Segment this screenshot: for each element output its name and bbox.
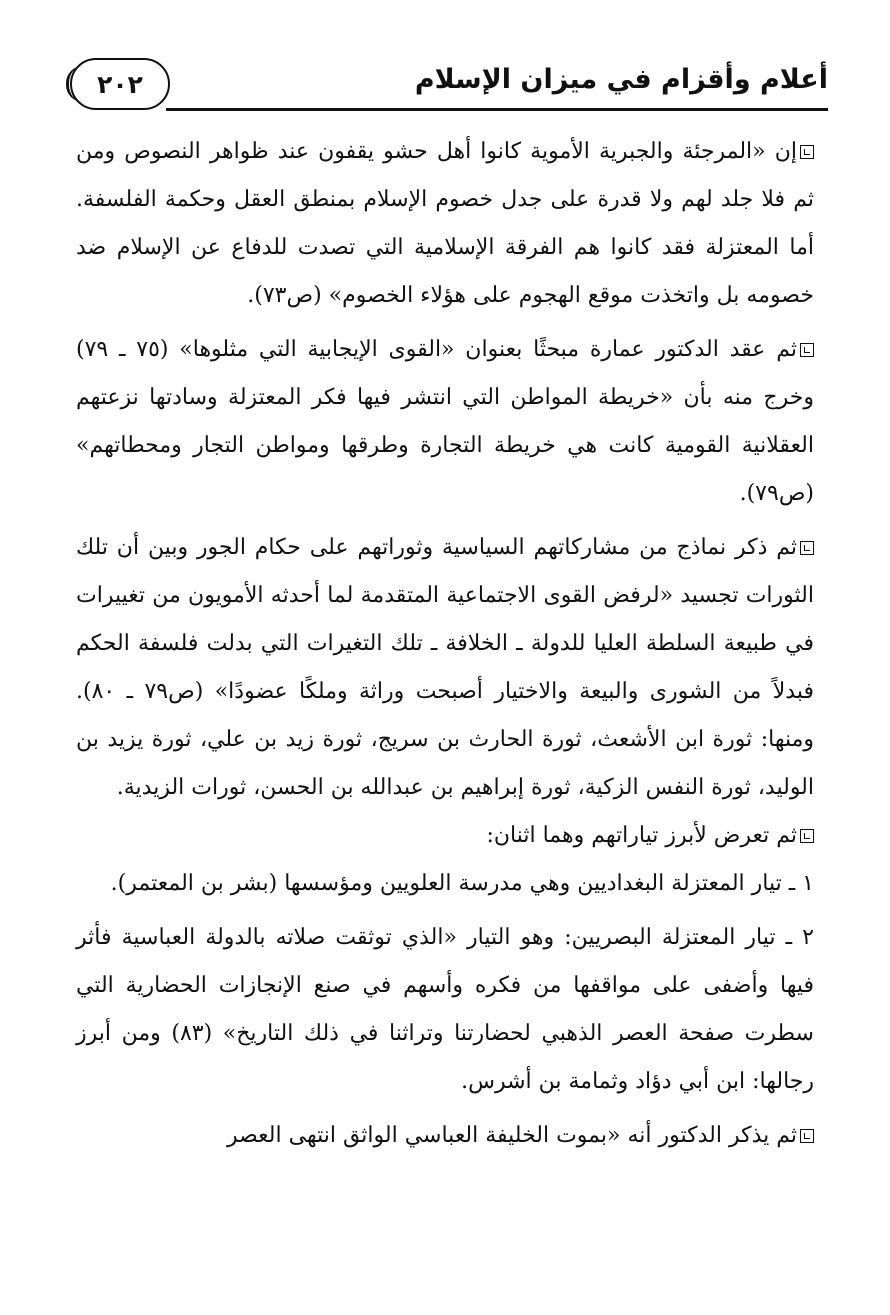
list-item [76,860,814,908]
paragraph-text: ١ ـ تيار المعتزلة البغداديين وهي مدرسة العلويين ومؤسسها (بشر بن المعتمر). [110,871,814,896]
page-number: ٢٠٢ [97,69,143,99]
bullet-box-icon [800,343,814,357]
paragraph [76,128,814,320]
body-text [76,128,814,1166]
page-header [70,58,828,116]
bullet-box-icon [800,1129,814,1143]
bullet-box-icon [800,145,814,159]
paragraph-text: ثم ذكر نماذج من مشاركاتهم السياسية وثوراتهم على حكام الجور وبين أن تلك الثورات تجسيد «لرفض القوى الاجتماعية المتقدمة لما أحدثه الأمويون من تغييرات في طبيعة السلطة العليا للدولة ـ الخلافة ـ تلك التغيرات التي بدلت فلسفة الحكم فبدلاً من الشورى والبيعة والاختيار أصبحت وراثة وملكًا عضودًا» (ص٧٩ ـ ٨٠). ومنها: ثورة ابن الأشعث، ثورة الحارث بن سريج، ثورة زيد بن علي، ثورة يزيد بن الوليد، ثورة النفس الزكية، ثورة إبراهيم بن عبدالله بن الحسن، ثورات الزيدية. [76,535,814,800]
paragraph [76,326,814,518]
paragraph [76,812,814,860]
header-divider [166,108,828,111]
paragraph-text: ثم يذكر الدكتور أنه «بموت الخليفة العباسي الواثق انتهى العصر [226,1123,797,1148]
paragraph-text: ثم تعرض لأبرز تياراتهم وهما اثنان: [486,823,797,848]
bullet-box-icon [800,541,814,555]
page-number-badge [70,58,170,110]
paragraph [76,524,814,812]
list-item [76,914,814,1106]
paragraph-text: إن «المرجئة والجبرية الأموية كانوا أهل حشو يقفون عند ظواهر النصوص ومن ثم فلا جلد لهم ولا قدرة على جدل خصوم الإسلام بمنطق العقل وحكمة الفلسفة. أما المعتزلة فقد كانوا هم الفرقة الإسلامية التي تصدت للدفاع عن الإسلام ضد خصومه بل واتخذت موقع الهجوم على هؤلاء الخصوم» (ص٧٣). [76,139,814,308]
paragraph-text: ٢ ـ تيار المعتزلة البصريين: وهو التيار «الذي توثقت صلاته بالدولة العباسية فأثر فيها وأضفى على مواقفها من فكره وأسهم في صنع الإنجازات الحضارية التي سطرت صفحة العصر الذهبي لحضارتنا وتراثنا في ذلك التاريخ» (٨٣) ومن أبرز رجالها: ابن أبي دؤاد وثمامة بن أشرس. [76,925,814,1094]
bullet-box-icon [800,829,814,843]
paragraph-text: ثم عقد الدكتور عمارة مبحثًا بعنوان «القوى الإيجابية التي مثلوها» (٧٥ ـ ٧٩) وخرج منه بأن «خريطة المواطن التي انتشر فيها فكر المعتزلة وسادتها نزعتهم العقلانية القومية كانت هي خريطة التجارة وطرقها ومواطن التجار ومحطاتهم» (ص٧٩). [76,337,814,506]
book-title: أعلام وأقزام في ميزان الإسلام [414,64,828,95]
paragraph [76,1112,814,1160]
